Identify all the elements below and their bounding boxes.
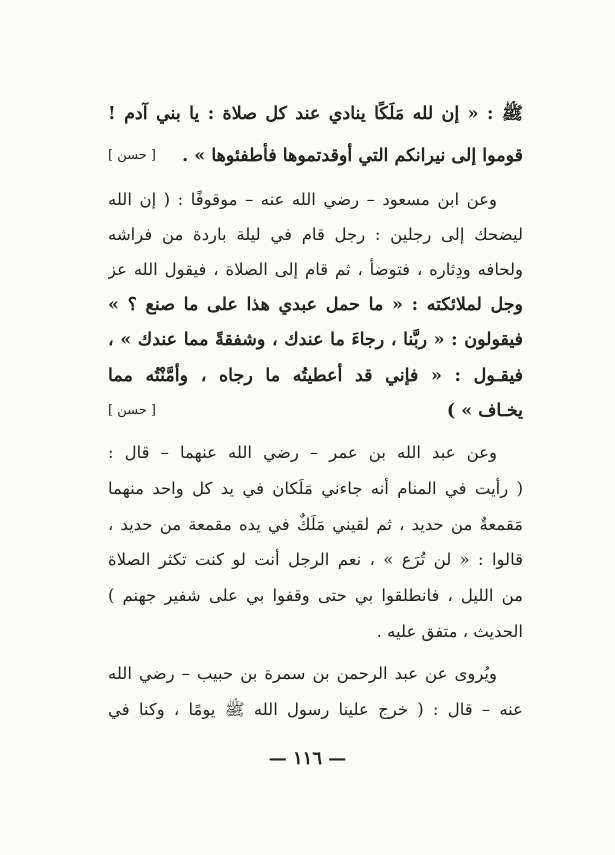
text-line: ولحافه ودِثاره ، فتوضأ ، ثم قام إلى الصلاة ، فيقول الله عز [108, 260, 523, 279]
text-line: ليضحك إلى رجلين : رجل قام في ليلة باردة من فراشه [108, 225, 523, 244]
text-line: ويُروى عن عبد الرحمن بن سمرة بن حبيب – رضي الله [108, 664, 497, 683]
text-line: مَقمعةٌ من حديد ، ثم لقيني مَلَكٌ في يده مقمعة من حديد ، [108, 515, 523, 534]
text-line: قالوا : « لن تُرَع » ، نعم الرجل أنت لو كنت تكثر الصلاة [108, 550, 523, 569]
text-line: الحديث ، متفق عليه . [376, 622, 523, 641]
text-line: ( رأيت في المنام أنه جاءني مَلَكان في يد كل واحد منهما [108, 479, 523, 498]
hadith-grade: [ حسن ] [108, 403, 156, 418]
text-line: من الليل ، فانطلقوا بي حتى وقفوا بي على شفير جهنم ) [108, 586, 523, 605]
hadith-grade: [ حسن ] [108, 148, 156, 163]
page-number: — ١١٦ — [268, 748, 347, 769]
text-line: وجل لملائكته : « ما حمل عبدي هذا على ما صنع ؟ » [108, 295, 523, 315]
text-line: عنه – قال : ( خرج علينا رسول الله ﷺ يومًا ، وكنا في [108, 700, 523, 719]
text-line: وعن ابن مسعود – رضي الله عنه – موقوفًا : ( إن الله [108, 190, 497, 209]
text-line: فيقـول : « فإني قد أعطيتُه ما رجاه ، وأمَّنْتُه مما [108, 366, 523, 386]
text-line: فيقولون : « ربَّنا ، رجاءَ ما عندك ، وشفقةً مما عندك » ، [108, 330, 523, 350]
text-line: ﷺ : « إن لله مَلَكًا ينادي عند كل صلاة : يا بني آدم ! [108, 104, 523, 124]
text-line: يخـاف » ) [446, 401, 523, 421]
text-line: قوموا إلى نيرانكم التي أوقدتموها فأطفئوها » . [182, 146, 523, 166]
text-line: وعن عبد الله بن عمر – رضي الله عنهما – قال : [108, 443, 497, 462]
